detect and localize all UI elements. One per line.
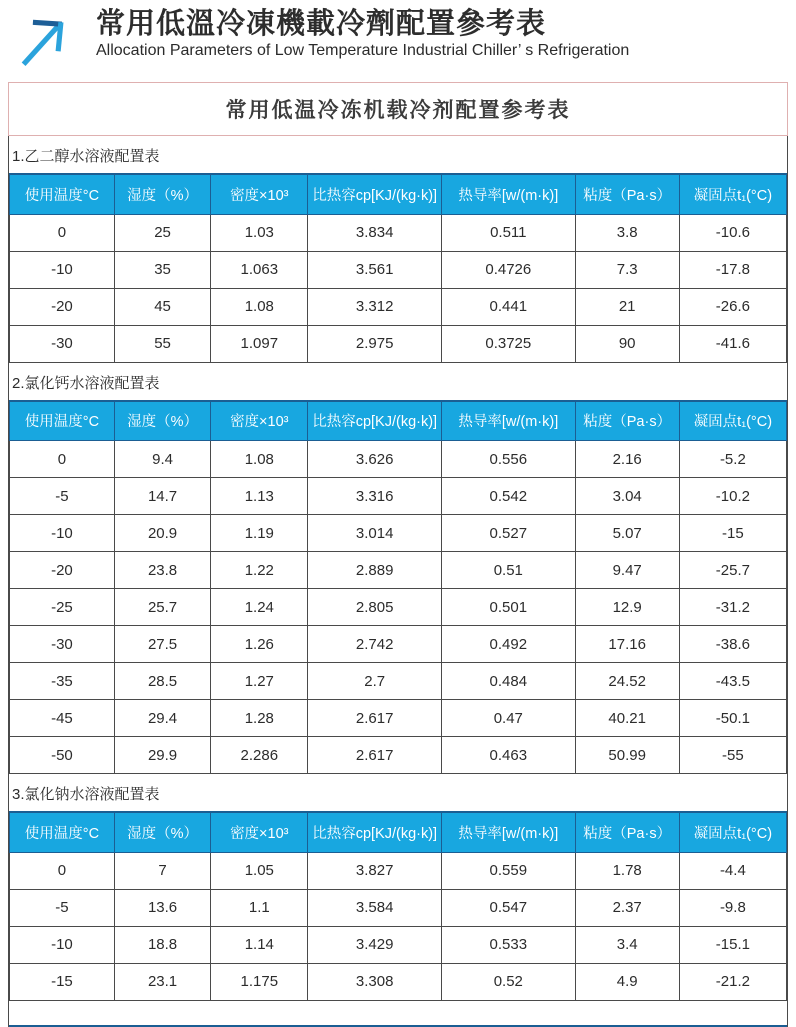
table-cell: 27.5: [114, 626, 210, 663]
table-row: [10, 214, 787, 251]
table-cell: 35: [114, 251, 210, 288]
brand-subtitle: Allocation Parameters of Low Temperature Industrial Chiller’ s Refrigeration: [96, 42, 630, 60]
table-row: [10, 737, 787, 774]
table-cell: 0.47: [441, 700, 575, 737]
header-row: [10, 812, 787, 852]
table-cell: 1.175: [211, 963, 308, 1000]
table-cell: 0.542: [441, 478, 575, 515]
table-cell: 2.805: [308, 589, 442, 626]
table-cell: 2.975: [308, 325, 442, 362]
table-cell: 1.27: [211, 663, 308, 700]
table-cell: 3.834: [308, 214, 442, 251]
column-header: 湿度（%）: [114, 174, 210, 214]
table-cell: -41.6: [679, 325, 786, 362]
document-title: 常用低温冷冻机载冷剂配置参考表: [225, 99, 571, 122]
table-cell: 17.16: [575, 626, 679, 663]
table-cell: 1.14: [211, 926, 308, 963]
table-cell: 0.533: [441, 926, 575, 963]
table-cell: 1.13: [211, 478, 308, 515]
column-header: 热导率[w/(m·k)]: [441, 174, 575, 214]
column-header: 热导率[w/(m·k)]: [441, 401, 575, 441]
table-cell: -15: [10, 963, 115, 1000]
table-cell: -50.1: [679, 700, 786, 737]
table-cell: 1.19: [211, 515, 308, 552]
table-cell: 12.9: [575, 589, 679, 626]
table-cell: 3.626: [308, 441, 442, 478]
table-cell: 0.484: [441, 663, 575, 700]
table-cell: -25: [10, 589, 115, 626]
table-cell: 0.441: [441, 288, 575, 325]
table-cell: 3.4: [575, 926, 679, 963]
table-row: [10, 552, 787, 589]
table-cell: 0: [10, 441, 115, 478]
table-cell: 45: [114, 288, 210, 325]
table-cell: -10.2: [679, 478, 786, 515]
table-cell: 0.52: [441, 963, 575, 1000]
table-cell: 2.16: [575, 441, 679, 478]
table-cell: 1.08: [211, 441, 308, 478]
table-cell: -10.6: [679, 214, 786, 251]
table-cell: 0.556: [441, 441, 575, 478]
column-header: 使用温度°C: [10, 174, 115, 214]
column-header: 湿度（%）: [114, 401, 210, 441]
table-cell: 2.742: [308, 626, 442, 663]
column-header: 密度×10³: [211, 174, 308, 214]
table-cell: 0.492: [441, 626, 575, 663]
table-row: [10, 515, 787, 552]
table-cell: 0.3725: [441, 325, 575, 362]
section-label: 1.乙二醇水溶液配置表: [12, 148, 160, 165]
table-cell: -43.5: [679, 663, 786, 700]
table-cell: 25: [114, 214, 210, 251]
column-header: 凝固点t₁(°C): [679, 174, 786, 214]
table-cell: 50.99: [575, 737, 679, 774]
table-cell: -31.2: [679, 589, 786, 626]
table-cell: 3.316: [308, 478, 442, 515]
content-area: [8, 82, 788, 1027]
table-row: [10, 441, 787, 478]
table-row: [10, 626, 787, 663]
table-cell: 0.463: [441, 737, 575, 774]
table-cell: -10: [10, 926, 115, 963]
header-row: [10, 401, 787, 441]
table-cell: 28.5: [114, 663, 210, 700]
table-cell: 0.559: [441, 852, 575, 889]
table-cell: 29.9: [114, 737, 210, 774]
table-cell: -45: [10, 700, 115, 737]
table-cell: -20: [10, 552, 115, 589]
table-cell: 21: [575, 288, 679, 325]
table-cell: -5: [10, 889, 115, 926]
data-table: [9, 811, 787, 1001]
column-header: 密度×10³: [211, 401, 308, 441]
table-cell: -26.6: [679, 288, 786, 325]
document-title-box: [8, 82, 788, 136]
table-cell: -25.7: [679, 552, 786, 589]
column-header: 粘度（Pa·s）: [575, 401, 679, 441]
table-cell: 3.014: [308, 515, 442, 552]
table-cell: 3.308: [308, 963, 442, 1000]
table-cell: 1.22: [211, 552, 308, 589]
table-cell: 13.6: [114, 889, 210, 926]
table-row: [10, 963, 787, 1000]
section-label: 2.氯化钙水溶液配置表: [12, 374, 160, 392]
table-cell: -15.1: [679, 926, 786, 963]
column-header: 粘度（Pa·s）: [575, 174, 679, 214]
column-header: 粘度（Pa·s）: [575, 812, 679, 852]
brand-header: [0, 0, 796, 74]
brand-title: 常用低溫冷凍機載冷劑配置參考表: [96, 8, 547, 40]
table-cell: 90: [575, 325, 679, 362]
table-cell: 1.28: [211, 700, 308, 737]
table-row: [10, 889, 787, 926]
table-cell: 2.7: [308, 663, 442, 700]
table-cell: 9.47: [575, 552, 679, 589]
table-row: [10, 478, 787, 515]
table-cell: 7.3: [575, 251, 679, 288]
section-label: 3.氯化钠水溶液配置表: [12, 786, 160, 803]
column-header: 使用温度°C: [10, 401, 115, 441]
table-row: [10, 288, 787, 325]
table-cell: 0.547: [441, 889, 575, 926]
column-header: 湿度（%）: [114, 812, 210, 852]
table-cell: -5.2: [679, 441, 786, 478]
data-table: [9, 400, 787, 775]
table-cell: -9.8: [679, 889, 786, 926]
column-header: 比热容cp[KJ/(kg·k)]: [308, 812, 442, 852]
table-cell: -10: [10, 515, 115, 552]
column-header: 密度×10³: [211, 812, 308, 852]
table-row: [10, 589, 787, 626]
table-cell: 0.501: [441, 589, 575, 626]
table-cell: 24.52: [575, 663, 679, 700]
table-cell: 18.8: [114, 926, 210, 963]
table-row: [10, 325, 787, 362]
column-header: 凝固点t₁(°C): [679, 812, 786, 852]
table-cell: -55: [679, 737, 786, 774]
table-cell: 2.617: [308, 737, 442, 774]
table-cell: 1.78: [575, 852, 679, 889]
table-cell: 1.26: [211, 626, 308, 663]
table-cell: 2.37: [575, 889, 679, 926]
brand-text: [96, 8, 629, 60]
table-cell: 55: [114, 325, 210, 362]
table-cell: -15: [679, 515, 786, 552]
table-cell: 0: [10, 214, 115, 251]
data-table: [9, 173, 787, 363]
table-row: [10, 926, 787, 963]
table-cell: 0.51: [441, 552, 575, 589]
table-cell: 1.05: [211, 852, 308, 889]
sections: [8, 136, 788, 1027]
table-cell: 0.527: [441, 515, 575, 552]
table-cell: 2.617: [308, 700, 442, 737]
table-cell: 29.4: [114, 700, 210, 737]
table-cell: 4.9: [575, 963, 679, 1000]
table-cell: 3.312: [308, 288, 442, 325]
table-cell: 1.08: [211, 288, 308, 325]
table-cell: 0: [10, 852, 115, 889]
table-cell: 1.03: [211, 214, 308, 251]
table-cell: 3.8: [575, 214, 679, 251]
table-cell: 2.286: [211, 737, 308, 774]
table-cell: 7: [114, 852, 210, 889]
table-cell: -50: [10, 737, 115, 774]
table-cell: -20: [10, 288, 115, 325]
table-cell: -10: [10, 251, 115, 288]
table-cell: -5: [10, 478, 115, 515]
table-cell: 40.21: [575, 700, 679, 737]
table-cell: -17.8: [679, 251, 786, 288]
table-cell: 23.1: [114, 963, 210, 1000]
table-cell: -38.6: [679, 626, 786, 663]
table-row: [10, 251, 787, 288]
table-cell: -35: [10, 663, 115, 700]
table-cell: 1.24: [211, 589, 308, 626]
column-header: 使用温度°C: [10, 812, 115, 852]
table-cell: 5.07: [575, 515, 679, 552]
table-cell: 1.097: [211, 325, 308, 362]
table-cell: 0.4726: [441, 251, 575, 288]
table-cell: 3.584: [308, 889, 442, 926]
table-cell: -21.2: [679, 963, 786, 1000]
table-cell: -30: [10, 626, 115, 663]
table-cell: 25.7: [114, 589, 210, 626]
table-cell: 1.1: [211, 889, 308, 926]
table-cell: 2.889: [308, 552, 442, 589]
table-cell: 9.4: [114, 441, 210, 478]
table-cell: 23.8: [114, 552, 210, 589]
table-cell: -30: [10, 325, 115, 362]
table-cell: 3.561: [308, 251, 442, 288]
table-row: [10, 700, 787, 737]
table-cell: 14.7: [114, 478, 210, 515]
table-cell: 3.429: [308, 926, 442, 963]
table-cell: 0.511: [441, 214, 575, 251]
table-cell: 20.9: [114, 515, 210, 552]
table-cell: 3.827: [308, 852, 442, 889]
table-row: [10, 852, 787, 889]
header-row: [10, 174, 787, 214]
column-header: 比热容cp[KJ/(kg·k)]: [308, 174, 442, 214]
arrow-logo-icon: [12, 12, 80, 68]
table-cell: -4.4: [679, 852, 786, 889]
table-cell: 3.04: [575, 478, 679, 515]
column-header: 热导率[w/(m·k)]: [441, 812, 575, 852]
column-header: 比热容cp[KJ/(kg·k)]: [308, 401, 442, 441]
table-cell: 1.063: [211, 251, 308, 288]
column-header: 凝固点t₁(°C): [679, 401, 786, 441]
table-row: [10, 663, 787, 700]
